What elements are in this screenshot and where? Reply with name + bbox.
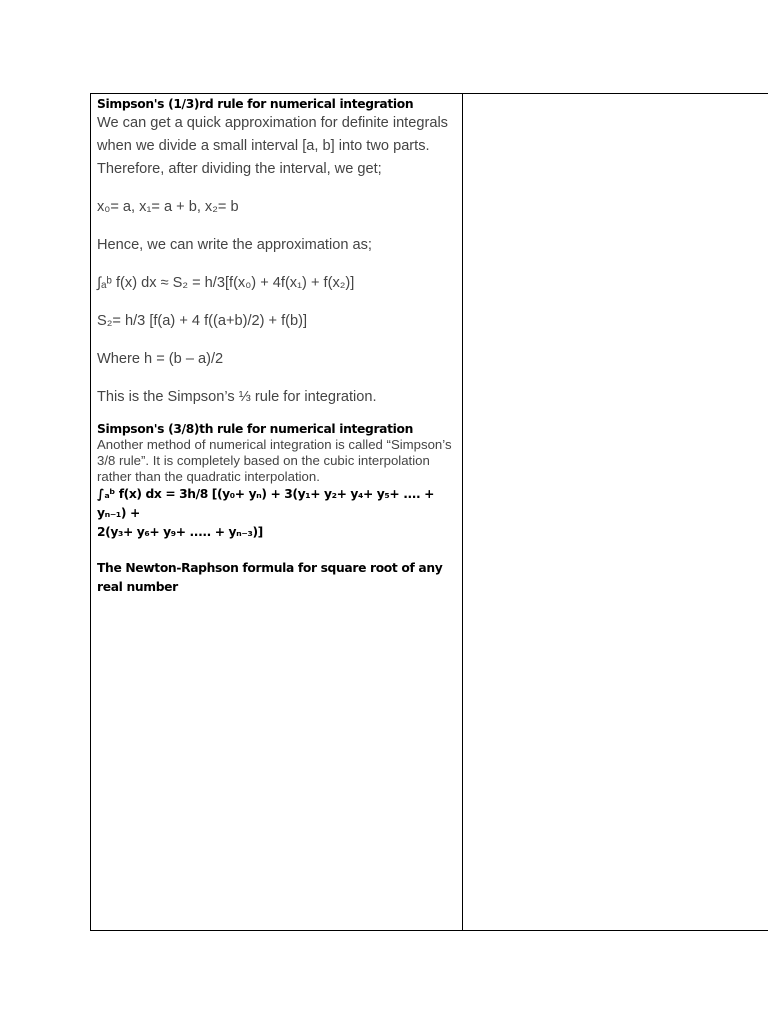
three-eighths-formula-line2: 2(y₃+ y₆+ y₉+ ..... + yₙ₋₃)] [97, 525, 263, 539]
intro-paragraph: We can get a quick approximation for definite integrals when we divide a small interval [a, b] into two parts. Therefore, after dividing the interval, we get; [97, 115, 448, 177]
formula-s2: S₂= h/3 [f(a) + 4 f((a+b)/2) + f(b)] [97, 313, 308, 329]
section-heading-newton-raphson: The Newton-Raphson formula for square root of any real number [97, 561, 443, 594]
where-h-text: Where h = (b – a)/2 [97, 351, 224, 367]
left-column-cell [97, 96, 457, 597]
three-eighths-formula-line1: ∫ₐᵇ f(x) dx = 3h/8 [(y₀+ yₙ) + 3(y₁+ y₂+ y₄+ y₅+ .... + yₙ₋₁) + [97, 487, 435, 520]
column-divider [462, 94, 463, 930]
conclusion-text: This is the Simpson’s ⅓ rule for integration. [97, 389, 377, 405]
document-table [90, 93, 768, 931]
hence-text: Hence, we can write the approximation as; [97, 237, 372, 253]
formula-approximation: ∫ₐᵇ f(x) dx ≈ S₂ = h/3[f(x₀) + 4f(x₁) + f(x₂)] [97, 275, 355, 291]
three-eighths-description: Another method of numerical integration is called “Simpson’s 3/8 rule”. It is completely based on the cubic interpolation rather than the quadratic interpolation. [97, 437, 452, 484]
section-heading-simpson-one-third: Simpson's (1/3)rd rule for numerical integration [97, 97, 414, 111]
interval-points: x₀= a, x₁= a + b, x₂= b [97, 199, 239, 215]
section-heading-simpson-three-eighths: Simpson's (3/8)th rule for numerical integration [97, 422, 414, 436]
